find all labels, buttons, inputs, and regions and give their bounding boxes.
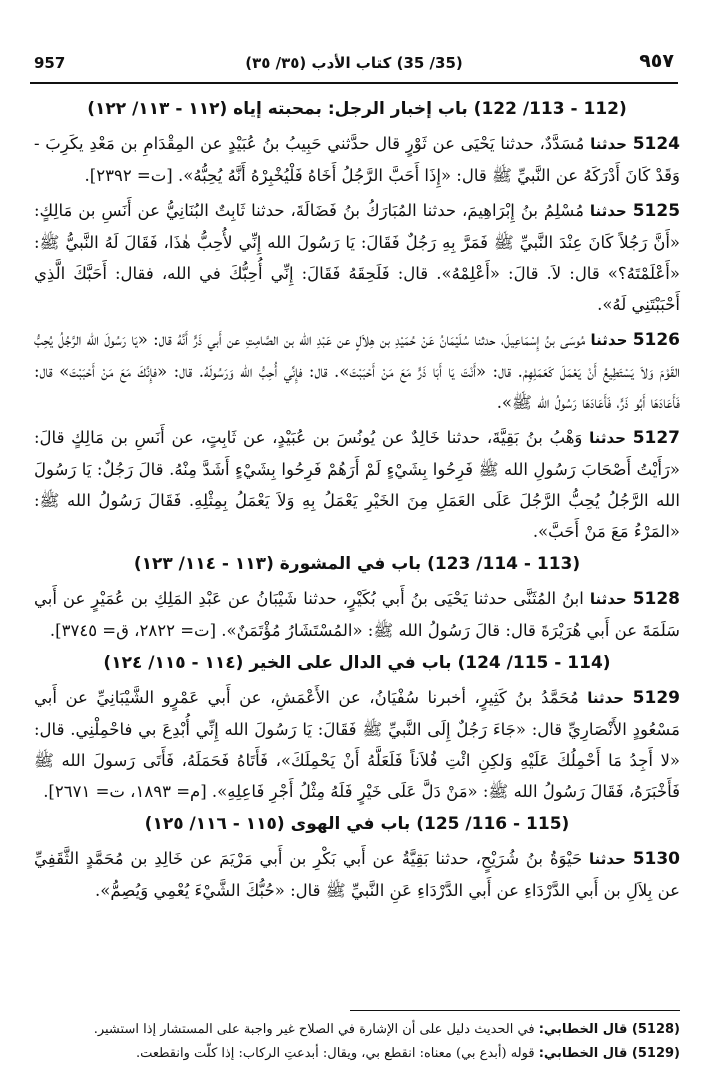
hadith-lead: حدثنا [590,331,628,349]
hadith-lead: حدثنا [587,689,625,707]
chapter-heading: (115 - 116/ 125) باب في الهوى (١١٥ - ١١٦/ ١٢٥) [144,814,570,834]
hadith-number: 5129 [632,688,680,708]
hadith-number: 5127 [632,428,681,448]
page-header [30,46,678,84]
footnote-text: في الحديث دليل على أن الإشارة في الصلاح غير واجبة على المستشار إذا استشير. [93,1022,535,1037]
chapter-heading: (114 - 115/ 124) باب في الدال على الخير (١١٤ - ١١٥/ ١٢٤) [103,653,611,673]
footnote [34,1042,680,1066]
hadith-paragraph [34,583,680,646]
hadith-text: مُحَمَّدُ بنُ كَثِيرٍ، أخبرنا سُفْيَانُ، عن الأَعْمَشِ، عن أَبي عَمْرٍو الشَّيْبَانِيِّ عن أَبي مَسْعُودٍ الأَنْصَارِيِّ قال: «جَاءَ رَجُلٌ إِلَى النَّبيِّ ﷺ فَقَالَ: يَا رَسُولَ الله إِنِّي أُبْدِعَ بي فاحْمِلْنِي. قال: «لا أَجِدُ مَا أَحْمِلُكَ عَلَيْهِ وَلكِنِ ائْتِ فُلاَناً فَلَعَلَّهُ أَنْ يَحْمِلَكَ»، فَأَتَاهُ فَحَمَلَهُ، فَأَتَى رَسولَ الله ﷺ فَأَخْبَرَهُ، فَقَالَ رَسُولُ الله ﷺ: «مَنْ دَلَّ عَلَى خَيْرٍ فَلَهُ مِثْلُ أَجْرِ فَاعِلِهِ». [م= ١٨٩٣، ت= ٢٦٧١]. [34,688,680,801]
hadith-text: مُسْلِمُ بنُ إِبْرَاهِيمَ، حدثنا المُبَارَكُ بنُ فَضَالَةَ، حدثنا ثَابِتٌ البُنَانِيُّ عن أَنَسِ بن مَالِكٍ: «أَنَّ رَجُلاً كَانَ عِنْدَ النَّبيِّ ﷺ فَمَرَّ بِهِ رَجُلٌ فَقَالَ: يَا رَسُولَ الله إِنِّي لأُحِبُّ هٰذَا، فَقَالَ لَهُ النَّبيُّ ﷺ: «أَعْلَمْتَهُ؟» قال: لاَ. قالَ: «أَعْلِمْهُ». قال: فَلَحِقَهُ فَقَالَ: إِنِّي أُحِبُّكَ في الله، فقال: أَحَبَّكَ الَّذِي أَحْبَبْتَنِي لَهُ». [34,201,680,314]
footnote-divider [350,1010,680,1011]
page-number-arabic: ٩٥٧ [639,50,674,72]
hadith-lead: حدثنا [589,850,626,868]
hadith-number: 5126 [632,330,681,350]
hadith-text: وَهْبُ بنُ بَقِيَّةَ، حدثنا خَالِدٌ عن يُونُسَ بن عُبَيْدٍ، عن ثَابِتٍ، عن أَنَسِ بن مَالِكٍ قالَ: «رَأَيْتُ أَصْحَابَ رَسُولِ الله ﷺ فَرِحُوا بِشَيْءٍ لَمْ أَرَهُمْ فَرِحُوا بِشَيْءٍ أَشَدَّ مِنْهُ. قالَ رَجُلٌ: يَا رَسُولَ الله الرَّجُلُ يُحِبُّ الرَّجُلَ عَلَى العَمَلِ مِنَ الخَيْرِ يَعْمَلُ بِهِ وَلاَ يَعْمَلُ بِمِثْلِهِ. فَقَالَ رَسُولُ الله ﷺ: «المَرْءُ مَعَ مَنْ أَحَبَّ». [34,428,680,541]
footnote-text: قوله (أبدع بي) معناه: انقطع بي، ويقال: أبدعتِ الركاب: إذا كلّت وانقطعت. [135,1046,535,1061]
hadith-lead: حدثنا [590,135,627,153]
hadith-text: مُوسَى بنُ إِسْمَاعِيلَ، حدثنا سُلَيْمَانُ عَنْ حُمَيْدِ بن هِلاَلٍ عن عَبْدِ الله بن الصَّامِتِ عن أَبي ذَرٍّ أَنَّهُ قال: «يَا رَسُولَ الله الرَّجُلُ يُحِبُّ القَوْمَ وَلاَ يَسْتَطِيعُ أَنْ يَعْمَلَ كَعَمَلِهِمْ. قال: «أَنْتَ يَا أَبَا ذَرٍّ مَعَ مَنْ أَحْبَبْتَ». قال: فإِنِّي أُحِبُّ الله وَرَسُولَهُ. قال: «فإِنَّكَ مَعَ مَنْ أَحْبَبْتَ» قال: فَأَعَادَهَا أَبُو ذَرٍّ، فَأَعَادَهَا رَسُولُ الله ﷺ». [34,330,680,412]
hadith-text: ابنُ المُثَنَّى حدثنا يَحْيَى بنُ أَبي بُكَيْرٍ، حدثنا شَيْبَانُ عن عَبْدِ المَلِكِ بن عُمَيْرٍ عن أَبي سَلَمَةَ عن أَبي هُرَيْرَةَ قال: قالَ رَسُولُ الله ﷺ: «المُسْتَشَارُ مُؤْتَمَنٌ». [ت= ٢٨٢٢، ق= ٣٧٤٥]. [34,589,680,640]
footnote-label: (5128) قال الخطابي: [538,1022,680,1037]
hadith-text: حَيْوَةُ بنُ شُرَيْحٍ، حدثنا بَقِيَّةُ عن أَبي بَكْرِ بن أَبي مَرْيَمَ عن خَالِدِ بن مُحَمَّدٍ الثَّقَفِيِّ عن بِلاَلِ بن أَبي الدَّرْدَاءِ عن أَبي الدَّرْدَاءِ عَنِ النَّبيِّ ﷺ قال: «حُبُّكَ الشَّيْءَ يُعْمِي وَيُصِمُّ». [34,849,680,900]
footnotes [34,1018,680,1066]
hadith-paragraph [34,843,680,906]
chapter-heading: (113 - 114/ 123) باب في المشورة (١١٣ - ١١٤/ ١٢٣) [133,554,581,574]
hadith-number: 5128 [632,589,681,609]
page-number-latin: 957 [34,54,66,72]
main-text [34,92,680,910]
hadith-paragraph [34,422,680,547]
hadith-paragraph [34,682,680,807]
hadith-lead: حدثنا [589,429,626,447]
chapter-heading: (112 - 113/ 122) باب إخبار الرجل: بمحبته إياه (١١٢ - ١١٣/ ١٢٢) [87,99,627,119]
hadith-paragraph [34,128,680,191]
footnote-label: (5129) قال الخطابي: [538,1046,680,1061]
running-title: (35/ 35) كتاب الأدب (٣٥/ ٣٥) [245,54,463,72]
hadith-number: 5130 [632,849,681,869]
hadith-paragraph [34,195,680,320]
hadith-text: مُسَدَّدٌ، حدثنا يَحْيَى عن ثَوْرٍ قال حدَّثني حَبِيبُ بنُ عُبَيْدٍ عن المِقْدَامِ بن مَعْدِ يكَرِبَ - وَقَدْ كَانَ أَدْرَكَهُ عن النَّبيِّ ﷺ قال: «إِذَا أَحَبَّ الرَّجُلُ أَخَاهُ فَلْيُخْبِرْهُ أَنَّهُ يُحِبُّهُ». [ت= ٢٣٩٢]. [34,134,680,185]
hadith-number: 5124 [632,134,681,154]
hadith-lead: حدثنا [589,590,627,608]
footnote [34,1018,680,1042]
hadith-number: 5125 [632,201,681,221]
hadith-lead: حدثنا [589,202,627,220]
hadith-paragraph [34,324,680,418]
